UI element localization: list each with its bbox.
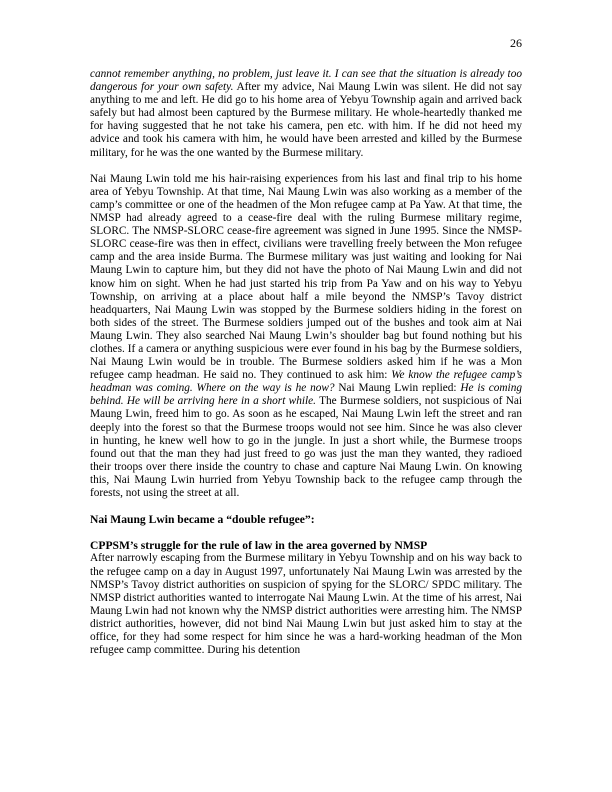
paragraph-text: Nai Maung Lwin told me his hair-raising experiences from his last and final trip to his home area of Yebyu Township. At that time, Nai Maung Lwin was also working as a member of the camp’s committee or one of the headmen of the Mon refugee camp at Pa Yaw. At that time, the NMSP had already agreed to a cease-fire deal with the ruling Burmese military regime, SLORC. The NMSP-SLORC cease-fire agreement was signed in June 1995. Since the NMSP-SLORC cease-fire was then in effect, civilians were travelling freely between the Mon refugee camp and the area inside Burma. The Burmese military was just waiting and looking for Nai Maung Lwin to capture him, but they did not have the photo of Nai Maung Lwin and did not know him on sight. When he had just started his trip from Pa Yaw and on his way to Yebyu Township, on arriving at a place about half a mile beyond the NMSP’s Tavoy district headquarters, Nai Maung Lwin was stopped by the Burmese soldiers hiding in the forest on both sides of the street. The Burmese soldiers jumped out of the bushes and took aim at Nai Maung Lwin. They also searched Nai Maung Lwin’s shoulder bag but found nothing but his clothes. If a camera or anything suspicious were ever found in his bag by the Burmese soldiers, Nai Maung Lwin would be in trouble. The Burmese soldiers asked him if he was a Mon refugee camp headman. He said no. They continued to ask him: [90, 172, 522, 382]
quoted-speech: We know the refugee camp’s headman was coming. Where on the way is he now? [90, 369, 522, 395]
section-heading-line-1: Nai Maung Lwin became a “double refugee”: [90, 513, 315, 527]
paragraph-3: After narrowly escaping from the Burmese military in Yebyu Township and on his way back to the refugee camp on a day in August 1997, unfortunately Nai Maung Lwin was arrested by the NMSP’s Tavoy district authorities on suspicion of spying for the SLORC/ SPDC military. The NMSP district authorities wanted to interrogate Nai Maung Lwin. At the time of his arrest, Nai Maung Lwin had not known why the NMSP district authorities were arresting him. The NMSP district authorities, however, did not bind Nai Maung Lwin but just asked him to stay at the office, for they had some respect for him since he was a hard-working headman of the Mon refugee camp committee. During his detention [90, 552, 522, 657]
paragraph-text: The Burmese soldiers, not suspicious of Nai Maung Lwin, freed him to go. As soon as he escaped, Nai Maung Lwin left the street and ran deeply into the forest so that the Burmese troops would not see him. Since he was also clever in hunting, he knew well how to go in the jungle. In just a short while, the Burmese troops found out that the man they had just freed to go was just the man they wanted, they radioed their troops over there inside the country to chase and capture Nai Maung Lwin. On knowing this, Nai Maung Lwin hurried from Yebyu Township back to the refugee camp through the forests, not using the street at all. [90, 395, 523, 499]
document-body [90, 68, 522, 657]
quoted-speech: cannot remember anything, no problem, just leave it. I can see that the situation is already too dangerous for your own safety. [90, 68, 522, 94]
paragraph-1 [90, 68, 522, 160]
quoted-speech: He is coming behind. He will be arriving here in a short while. [90, 382, 522, 408]
section-heading-line-2: CPPSM’s struggle for the rule of law in the area governed by NMSP [90, 539, 428, 553]
paragraph-2 [90, 173, 522, 500]
page-number: 26 [510, 36, 522, 50]
paragraph-text: Nai Maung Lwin replied: [334, 382, 461, 395]
section-heading [90, 513, 522, 552]
paragraph-text: After my advice, Nai Maung Lwin was silent. He did not say anything to me and left. He did go to his home area of Yebyu Township again and arrived back safely but had almost been captured by the Burmese military. He whole-heartedly thanked me for having suggested that he not take his camera, pen etc. with him. If he did not heed my advice and took his camera with him, he would have been arrested and killed by the Burmese military, for he was the one wanted by the Burmese military. [90, 81, 522, 159]
